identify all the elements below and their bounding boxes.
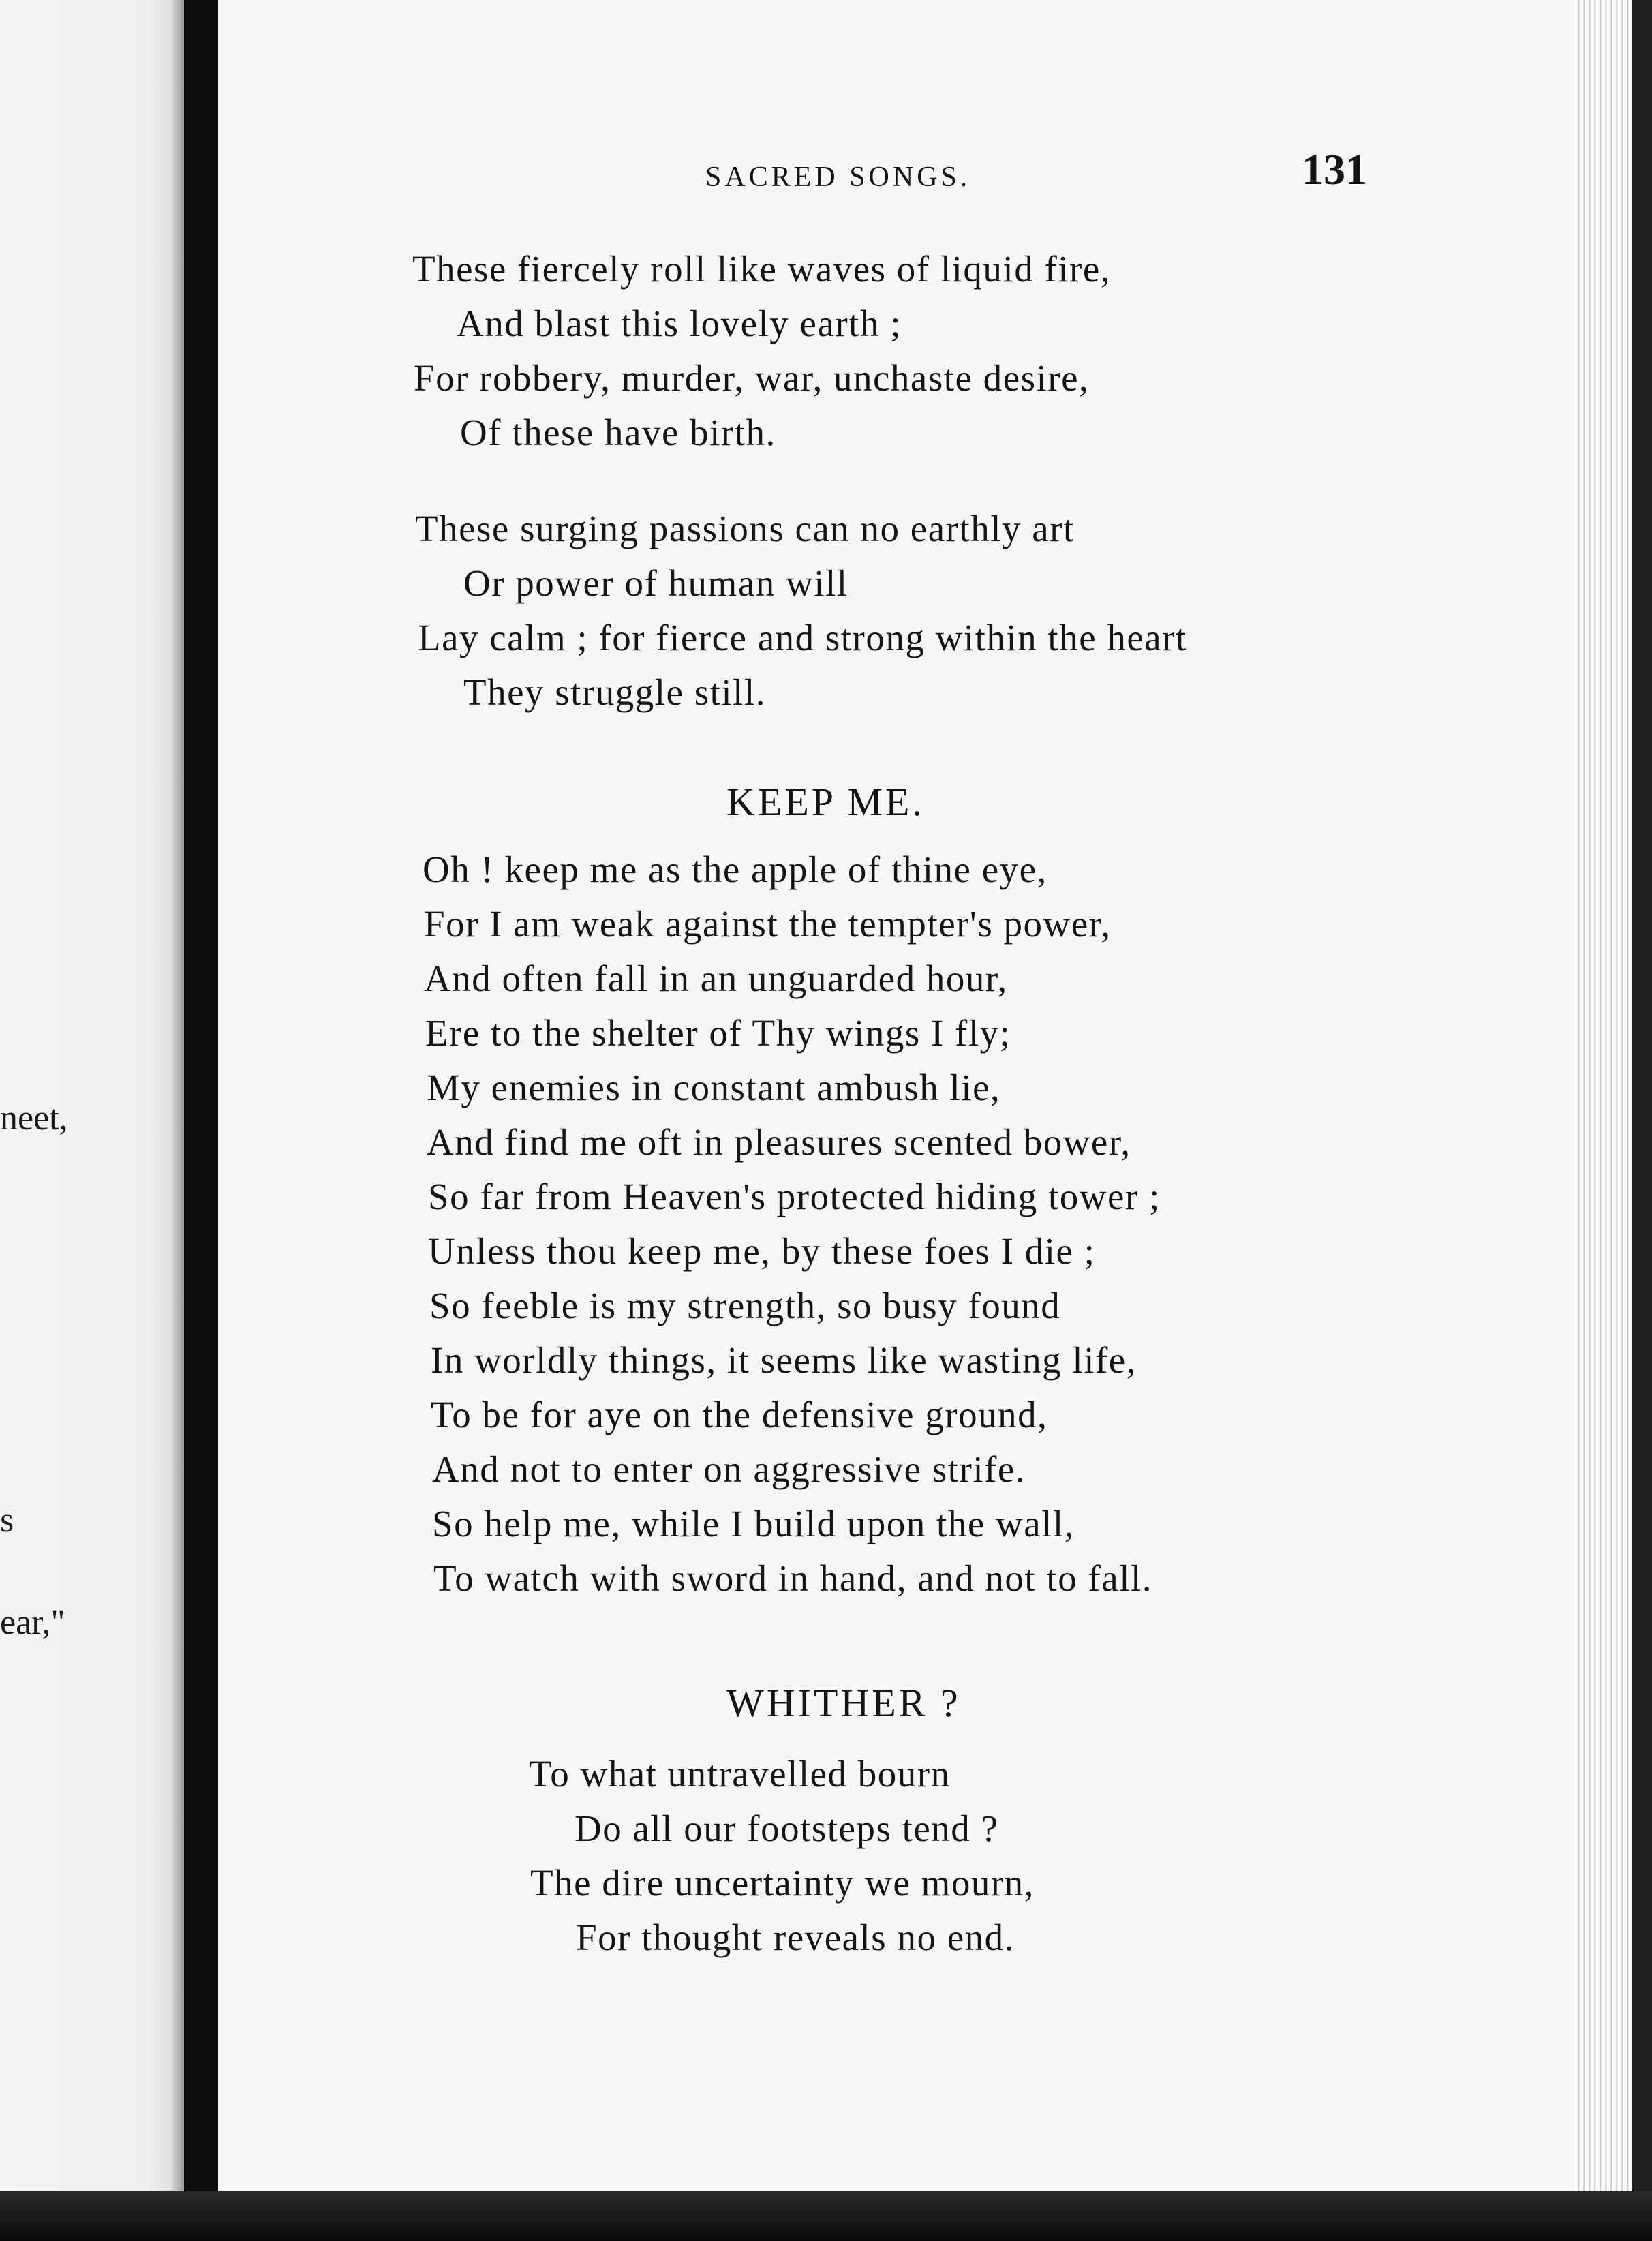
bottom-shadow <box>0 2191 1652 2241</box>
poem-line: The dire uncertainty we mourn, <box>530 1862 1035 1904</box>
poem-line: So far from Heaven's protected hiding tower ; <box>428 1176 1161 1217</box>
poem-line: And find me oft in pleasures scented bower, <box>427 1121 1131 1163</box>
poem-line: Oh ! keep me as the apple of thine eye, <box>423 849 1047 890</box>
poem-line: Unless thou keep me, by these foes I die ; <box>428 1230 1096 1272</box>
poem-line: Ere to the shelter of Thy wings I fly; <box>425 1012 1011 1054</box>
poem-line: For robbery, murder, war, unchaste desire, <box>414 357 1090 399</box>
poem-line: And blast this lovely earth ; <box>457 303 902 344</box>
poem-line: And not to enter on aggressive strife. <box>432 1448 1026 1490</box>
facing-page-fragment: ear," <box>0 1603 65 1642</box>
poem-line: These surging passions can no earthly art <box>415 508 1075 549</box>
poem-line: They struggle still. <box>463 671 766 713</box>
poem-line: These fiercely roll like waves of liquid fire, <box>412 248 1112 290</box>
poem-line: Of these have birth. <box>460 412 776 453</box>
poem-line: So feeble is my strength, so busy found <box>429 1285 1061 1326</box>
page-number: 131 <box>1302 145 1367 194</box>
facing-page-fragment: s <box>0 1501 14 1540</box>
poem-line: For I am weak against the tempter's power, <box>424 903 1112 945</box>
poem-line: For thought reveals no end. <box>576 1917 1015 1958</box>
poem-line: To what untravelled bourn <box>529 1753 951 1795</box>
poem-line: Or power of human will <box>463 562 848 604</box>
running-head: SACRED SONGS. <box>705 162 971 193</box>
book-gutter <box>184 0 218 2201</box>
poem-line: Lay calm ; for fierce and strong within the heart <box>418 617 1187 658</box>
facing-page-fragment: neet, <box>0 1099 68 1138</box>
poem-line: And often fall in an unguarded hour, <box>424 958 1008 999</box>
poem-line: Do all our footsteps tend ? <box>575 1808 999 1849</box>
poem-line: To watch with sword in hand, and not to fall. <box>433 1557 1153 1599</box>
poem-line: To be for aye on the defensive ground, <box>431 1394 1048 1435</box>
page-edge-shadow <box>1632 0 1652 2201</box>
poem-line: So help me, while I build upon the wall, <box>432 1503 1075 1544</box>
poem-title: KEEP ME. <box>726 780 925 824</box>
poem-line: In worldly things, it seems like wasting life, <box>431 1339 1137 1381</box>
poem-line: My enemies in constant ambush lie, <box>427 1067 1001 1108</box>
poem-title: WHITHER ? <box>726 1681 961 1725</box>
